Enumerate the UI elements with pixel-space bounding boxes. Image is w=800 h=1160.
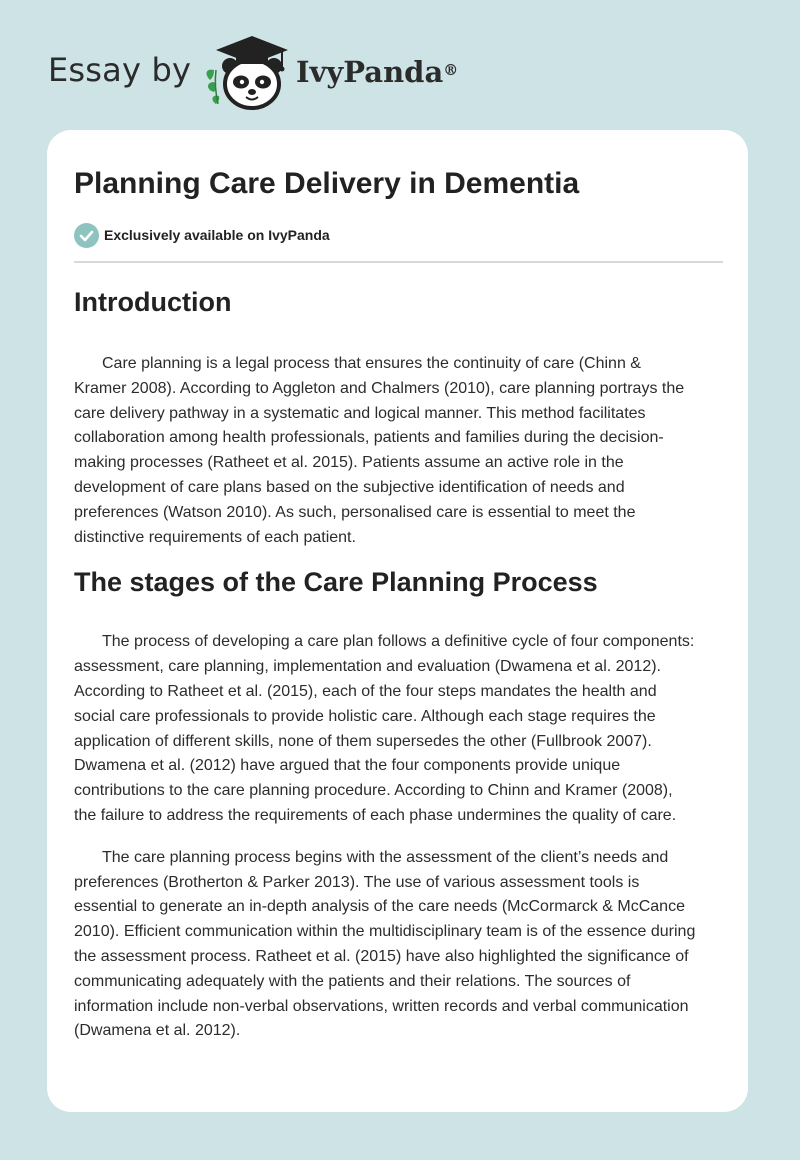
paragraph-line: information include non-verbal observations, written records and verbal communication xyxy=(74,997,689,1015)
section-heading-stages: The stages of the Care Planning Process xyxy=(74,567,598,598)
paragraph-line: communicating adequately with the patients and their relations. The sources of xyxy=(74,972,631,990)
paragraph-line: social care professionals to provide holistic care. Although each stage requires the xyxy=(74,707,656,725)
title-divider xyxy=(74,261,723,263)
exclusive-badge xyxy=(74,222,330,248)
paragraph xyxy=(74,630,724,828)
article-card xyxy=(47,130,748,1112)
paragraph-line: assessment, care planning, implementation and evaluation (Dwamena et al. 2012). xyxy=(74,658,661,676)
page-title: Planning Care Delivery in Dementia xyxy=(74,167,580,200)
paragraph-line: Care planning is a legal process that ensures the continuity of care (Chinn & xyxy=(102,355,641,372)
paragraph-line: Dwamena et al. (2012) have argued that the four components provide unique xyxy=(74,757,621,775)
paragraph xyxy=(74,846,724,1044)
article-body xyxy=(74,280,724,1044)
paragraph-line: essential to generate an in-depth analysis of the care needs (McCormarck & McCance xyxy=(74,898,685,916)
registered-mark: ® xyxy=(443,61,459,79)
paragraph-line: contributions to the care planning procedure. According to Chinn and Kramer (2008), xyxy=(74,782,673,800)
paragraph-line: 2010). Efficient communication within the multidisciplinary team is of the essence during xyxy=(74,923,696,941)
paragraph-line: (Dwamena et al. 2012). xyxy=(74,1022,241,1040)
paragraph-line: preferences (Watson 2010). As such, personalised care is essential to meet the xyxy=(74,503,636,521)
paragraph-line: Kramer 2008). According to Aggleton and Chalmers (2010), care planning portrays the xyxy=(74,379,685,397)
paragraph-line: According to Ratheet et al. (2015), each of the four steps mandates the health and xyxy=(74,682,657,700)
exclusive-badge-label: Exclusively available on IvyPanda xyxy=(104,227,330,243)
paragraph-line: the assessment process. Ratheet et al. (2015) have also highlighted the significance of xyxy=(74,947,689,965)
paragraph xyxy=(74,352,724,550)
brand-name[interactable] xyxy=(296,52,458,92)
paragraph-line: application of different skills, none of them supersedes the other (Fullbrook 2007). xyxy=(74,732,652,750)
check-circle-icon xyxy=(74,223,99,248)
paragraph-line: distinctive requirements of each patient. xyxy=(74,528,356,546)
section-heading-introduction: Introduction xyxy=(74,287,232,317)
paragraph-line: development of care plans based on the subjective identification of needs and xyxy=(74,478,625,496)
paragraph-line: The care planning process begins with the assessment of the client’s needs and xyxy=(102,848,669,866)
paragraph-line: making processes (Ratheet et al. 2015). Patients assume an active role in the xyxy=(74,454,624,472)
paragraph-line: The process of developing a care plan follows a definitive cycle of four components: xyxy=(102,633,695,651)
paragraph-line: the failure to address the requirements of each phase undermines the quality of care. xyxy=(74,806,677,824)
brand-label: IvyPanda xyxy=(296,55,444,89)
site-header xyxy=(0,0,800,130)
essay-by-label: Essay by xyxy=(48,51,192,89)
paragraph-line: care delivery pathway in a systematic and logical manner. This method facilitates xyxy=(74,404,646,422)
ivypanda-logo[interactable] xyxy=(202,34,292,110)
paragraph-line: collaboration among health professionals, patients and families during the decision- xyxy=(74,429,664,447)
paragraph-line: preferences (Brotherton & Parker 2013). The use of various assessment tools is xyxy=(74,873,640,891)
panda-graduate-icon xyxy=(202,34,292,110)
